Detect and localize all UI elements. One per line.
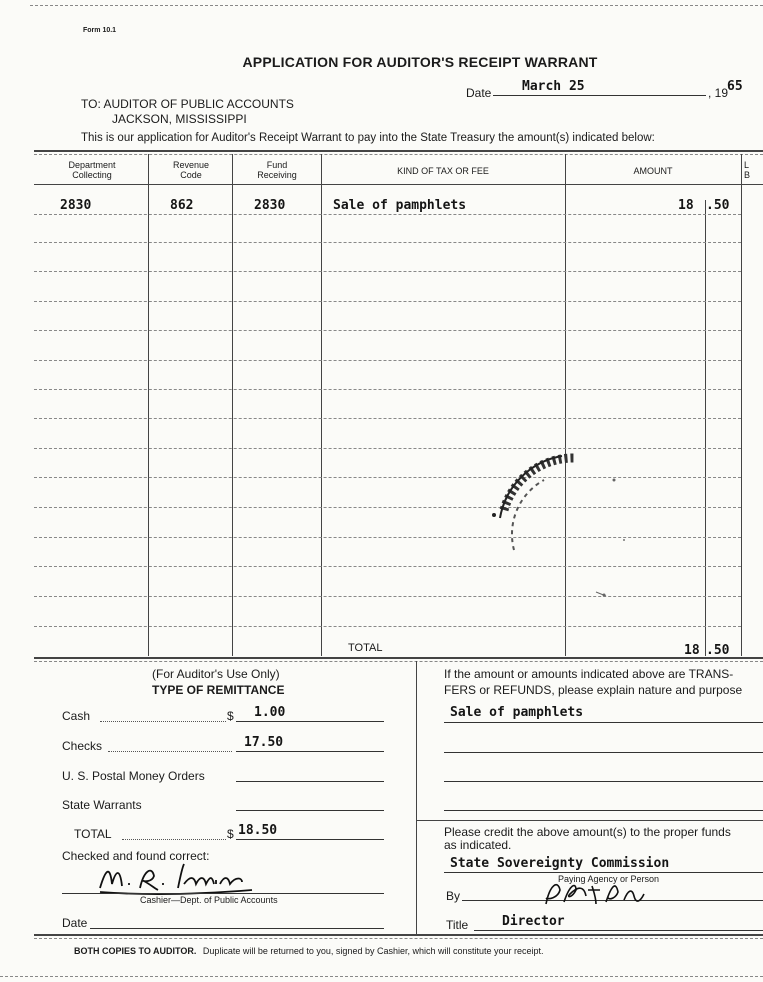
table-total-label: TOTAL bbox=[348, 642, 383, 654]
header-department: Department Collecting bbox=[68, 160, 116, 180]
credit-note-line1: Please credit the above amount(s) to the proper funds bbox=[444, 825, 731, 839]
agency-value[interactable]: State Sovereignty Commission bbox=[450, 856, 670, 871]
cashier-signature bbox=[92, 858, 262, 898]
credit-section-border bbox=[416, 820, 763, 821]
col-divider-2 bbox=[232, 154, 233, 656]
explanation-line-4 bbox=[444, 810, 763, 811]
cash-value[interactable]: 1.00 bbox=[254, 705, 286, 720]
year-value[interactable]: 65 bbox=[727, 79, 743, 94]
agency-underline bbox=[444, 872, 763, 873]
checks-value[interactable]: 17.50 bbox=[244, 735, 284, 750]
date-underline bbox=[493, 95, 706, 96]
auditor-date-label: Date bbox=[62, 916, 88, 930]
row-revenue-code[interactable]: 862 bbox=[170, 198, 194, 213]
money-orders-label: U. S. Postal Money Orders bbox=[62, 769, 205, 783]
lower-divider bbox=[416, 661, 417, 934]
cents-divider bbox=[705, 200, 706, 656]
col-divider-5 bbox=[741, 154, 742, 656]
row-fund[interactable]: 2830 bbox=[254, 198, 286, 213]
transfers-note-line1: If the amount or amounts indicated above are TRANS- bbox=[444, 667, 734, 681]
header-revenue-code: Revenue Code bbox=[172, 160, 210, 180]
col-divider-3 bbox=[321, 154, 322, 656]
row-amount-cents[interactable]: .50 bbox=[706, 198, 730, 213]
state-warrants-label: State Warrants bbox=[62, 798, 142, 812]
title-underline bbox=[474, 930, 763, 931]
checks-underline bbox=[236, 751, 384, 752]
auditor-date-underline bbox=[90, 928, 384, 929]
footer-bold: BOTH COPIES TO AUDITOR. bbox=[74, 946, 197, 956]
intro-text: This is our application for Auditor's Receipt Warrant to pay into the State Treasury the amount(s) indicated below: bbox=[81, 132, 655, 144]
table-total-cents[interactable]: .50 bbox=[706, 643, 730, 658]
table-row-line bbox=[34, 242, 741, 243]
state-warrants-underline bbox=[236, 810, 384, 811]
top-edge-line bbox=[30, 5, 763, 6]
date-label: Date bbox=[466, 86, 492, 100]
col-divider-1 bbox=[148, 154, 149, 656]
remittance-total-underline bbox=[236, 839, 384, 840]
explanation-line-3 bbox=[444, 781, 763, 782]
table-bottom-border bbox=[34, 657, 763, 659]
header-amount: AMOUNT bbox=[633, 166, 673, 176]
checks-label: Checks bbox=[62, 739, 103, 753]
seal-stamp bbox=[484, 440, 664, 620]
remittance-total-currency: $ bbox=[227, 827, 234, 841]
remittance-heading: TYPE OF REMITTANCE bbox=[152, 683, 285, 697]
header-fund: Fund Receiving bbox=[257, 160, 297, 180]
addressee-line2: JACKSON, MISSISSIPPI bbox=[112, 112, 247, 126]
table-row-line bbox=[34, 360, 741, 361]
table-header-border bbox=[34, 184, 763, 185]
explanation-line-1 bbox=[444, 722, 763, 723]
addressee-line1: TO: AUDITOR OF PUBLIC ACCOUNTS bbox=[81, 97, 294, 111]
footer-text bbox=[74, 946, 544, 956]
form-number: Form 10.1 bbox=[83, 27, 117, 34]
remittance-total-leader bbox=[122, 839, 226, 840]
checked-correct-label: Checked and found correct: bbox=[62, 849, 210, 863]
table-total-dollars[interactable]: 18 bbox=[684, 643, 700, 658]
title-value[interactable]: Director bbox=[502, 914, 565, 929]
director-signature bbox=[536, 876, 656, 910]
cash-leader bbox=[100, 721, 226, 722]
checks-leader bbox=[108, 751, 232, 752]
row-kind[interactable]: Sale of pamphlets bbox=[333, 198, 467, 213]
table-row-line bbox=[34, 389, 741, 390]
cash-label: Cash bbox=[62, 709, 91, 723]
by-label: By bbox=[446, 889, 461, 903]
table-row-line bbox=[34, 418, 741, 419]
auditor-use-note: (For Auditor's Use Only) bbox=[152, 667, 280, 681]
table-top-border bbox=[34, 150, 763, 152]
table-row-line bbox=[34, 214, 741, 215]
footer-top-border bbox=[34, 934, 763, 936]
transfers-note-line2: FERS or REFUNDS, please explain nature and purpose bbox=[444, 683, 743, 697]
money-orders-underline bbox=[236, 781, 384, 782]
table-top-dash bbox=[34, 154, 763, 155]
remittance-total-value[interactable]: 18.50 bbox=[238, 823, 278, 838]
row-dept[interactable]: 2830 bbox=[60, 198, 92, 213]
footer-top-dash bbox=[34, 938, 763, 939]
agency-caption: Paying Agency or Person bbox=[558, 874, 660, 884]
remittance-total-label: TOTAL bbox=[74, 827, 112, 841]
date-value[interactable]: March 25 bbox=[522, 79, 585, 94]
page-title: APPLICATION FOR AUDITOR'S RECEIPT WARRANT bbox=[242, 54, 598, 70]
credit-note-line2: as indicated. bbox=[444, 838, 512, 852]
title-label: Title bbox=[446, 918, 469, 932]
table-row-line bbox=[34, 271, 741, 272]
footer-body: Duplicate will be returned to you, signed by Cashier, which will constitute your receipt. bbox=[202, 946, 544, 956]
explanation-value[interactable]: Sale of pamphlets bbox=[450, 705, 584, 720]
header-last-col: L B bbox=[744, 160, 751, 180]
year-prefix: , 19 bbox=[708, 86, 729, 100]
table-row-line bbox=[34, 626, 741, 627]
bottom-edge-line bbox=[0, 976, 763, 977]
cash-underline bbox=[236, 721, 384, 722]
explanation-line-2 bbox=[444, 752, 763, 753]
cash-currency: $ bbox=[227, 709, 234, 723]
cashier-caption: Cashier—Dept. of Public Accounts bbox=[140, 895, 278, 905]
cashier-signature-line bbox=[62, 893, 384, 894]
table-bottom-dash bbox=[34, 661, 763, 662]
table-row-line bbox=[34, 330, 741, 331]
header-kind: KIND OF TAX OR FEE bbox=[397, 166, 489, 176]
row-amount-dollars[interactable]: 18 bbox=[678, 198, 694, 213]
table-row-line bbox=[34, 301, 741, 302]
